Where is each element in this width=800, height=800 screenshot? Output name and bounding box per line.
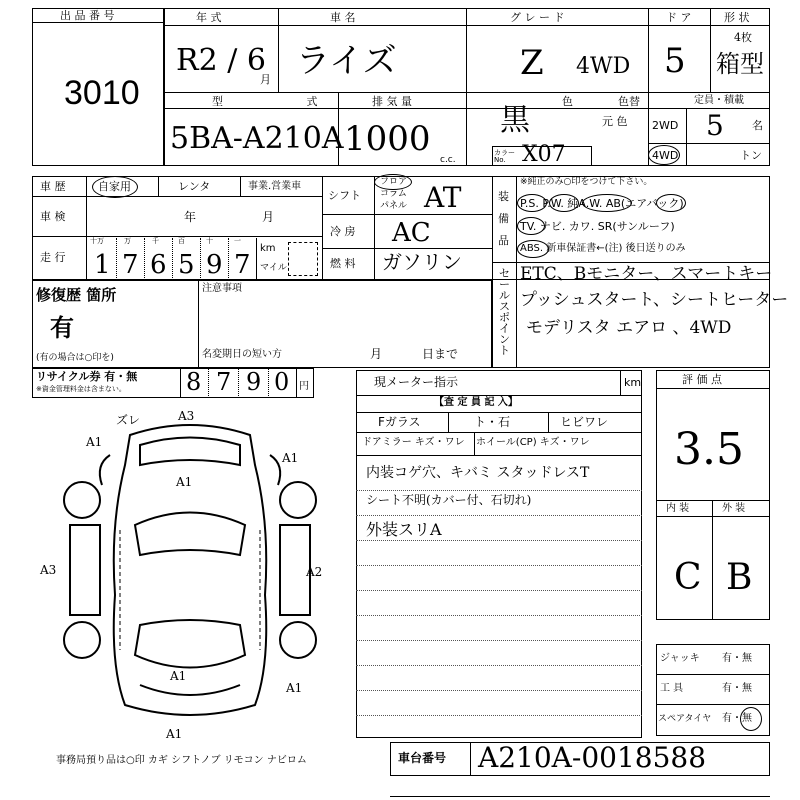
shift-floor-circle — [374, 174, 412, 190]
sales-line-1: ETC、Bモニター、スマートキー — [520, 264, 773, 284]
inspection-year: 年 — [184, 210, 197, 224]
doors-value: 5 — [664, 41, 686, 81]
sales-line-2: プッシュスタート、シートヒーター — [520, 290, 789, 310]
type-label: 型 式 — [212, 95, 358, 108]
mileage-digit-6: 7 — [234, 250, 251, 280]
grade-value: Z — [520, 43, 544, 83]
exterior-grade: B — [726, 557, 753, 598]
lot-number: 3010 — [64, 74, 140, 112]
cc-unit: c.c. — [440, 155, 456, 165]
interior-grade: C — [674, 557, 702, 598]
glass-crack: ヒビワレ — [560, 415, 609, 429]
displacement-label: 排 気 量 — [372, 95, 412, 108]
recycle-digit-4: 0 — [274, 368, 290, 396]
note-line-2: シート不明(カバー付、石切れ) — [366, 493, 532, 507]
history-label: 車 歴 — [40, 180, 66, 193]
equipment-label: 装 備 品 — [498, 190, 509, 247]
mark-front-left-a1: A1 — [86, 435, 103, 449]
fuel-label: 燃 料 — [330, 257, 356, 270]
color-no-value: X07 — [522, 142, 566, 167]
shape-label: 形 状 — [724, 11, 750, 24]
displacement-value: 1000 — [344, 119, 431, 159]
month-unit: 月 — [260, 73, 271, 86]
equipment-row-2: TV. ナビ. カワ. SR(サンルーフ) — [520, 220, 675, 233]
spare-none-circle — [740, 707, 762, 731]
doors-label: ド ア — [666, 11, 692, 24]
abs-circle — [517, 240, 549, 258]
jack-label: ジャッキ — [660, 653, 700, 664]
mileage-unit-1: 十万 — [90, 237, 104, 245]
interior-label: 内 装 — [666, 503, 690, 514]
mirror-damage: ドアミラー キズ・ワレ — [362, 437, 465, 448]
chassis-label: 車台番号 — [398, 751, 447, 765]
ab-circle — [656, 194, 686, 212]
ac-label: 冷 房 — [330, 225, 356, 238]
shift-label: シフト — [328, 189, 361, 202]
grade-label: グ レ ー ド — [510, 11, 565, 24]
mark-hood-a1: A1 — [176, 475, 193, 489]
mileage-unit-2: 万 — [124, 237, 131, 245]
chassis-value: A210A-0018588 — [478, 741, 707, 774]
original-color-label: 元 色 — [602, 115, 628, 128]
fuel-value: ガソリン — [382, 250, 462, 274]
capacity-value: 5 — [706, 109, 724, 142]
sales-label: セールスポイント — [499, 267, 510, 357]
shift-floor: フロア — [380, 177, 408, 187]
capacity-unit: 名 — [752, 119, 763, 132]
exterior-label: 外 装 — [722, 503, 746, 514]
private-circle — [92, 176, 138, 198]
notes-title: 【査 定 員 記 入】 — [434, 397, 518, 408]
shift-panel: パネル — [380, 201, 408, 211]
mark-top-a3: A3 — [178, 409, 195, 423]
mileage-digit-1: 1 — [94, 250, 111, 280]
capacity-label: 定員・積載 — [694, 95, 744, 106]
wheel-damage: ホイール(CP) キズ・ワレ — [476, 437, 590, 448]
mileage-digit-4: 5 — [178, 250, 195, 280]
recycle-digit-1: 8 — [186, 368, 202, 396]
color-label: 色 — [562, 95, 573, 108]
shift-column: コラム — [380, 189, 407, 199]
mileage-check-box — [288, 242, 318, 276]
meter-label: 現メーター指示 — [374, 375, 459, 389]
mileage-digit-5: 9 — [206, 250, 223, 280]
inspection-label: 車 検 — [40, 210, 66, 223]
expiry-label: 名変期日の短い方 — [202, 349, 282, 360]
mileage-label: 走 行 — [40, 251, 66, 264]
spare-value: 有・無 — [722, 713, 752, 724]
recycle-digit-3: 9 — [246, 368, 262, 396]
mark-bottom-a1: A1 — [166, 727, 183, 741]
mark-rear-right-a1: A1 — [286, 681, 303, 695]
tv-circle — [517, 217, 545, 235]
mark-front-right-a1: A1 — [282, 451, 299, 465]
caution-label: 注意事項 — [202, 283, 242, 294]
color-value: 黒 — [500, 103, 530, 138]
recycle-label: リサイクル券 有・無 — [36, 370, 138, 383]
tools-value: 有・無 — [722, 683, 752, 694]
meter-unit: km — [624, 376, 642, 389]
mileage-unit-3: 千 — [152, 237, 159, 245]
aw-circle — [582, 194, 632, 212]
repair-note: (有の場合は○印を) — [36, 353, 114, 363]
mark-left-a3: A3 — [40, 563, 57, 577]
equipment-note: ※純正のみ○印をつけて下さい。 — [520, 177, 653, 187]
note-line-1: 内装コゲ穴、キバミ スタッドレスT — [366, 465, 590, 481]
mileage-digit-3: 6 — [150, 250, 167, 280]
km-unit: km — [260, 243, 276, 254]
note-line-3: 外装スリA — [366, 520, 442, 539]
shape-note: 4枚 — [734, 31, 752, 44]
color-change-label: 色替 — [618, 95, 640, 108]
tools-label: 工 具 — [660, 683, 684, 694]
drive-4wd-circle — [648, 145, 680, 165]
mileage-digit-2: 7 — [122, 250, 139, 280]
mile-unit: マイル — [260, 263, 287, 273]
recycle-note: ※資金管理料金は含まない。 — [36, 385, 126, 393]
mark-zure: ズレ — [116, 413, 141, 427]
evaluation-score: 3.5 — [674, 424, 744, 475]
recycle-unit: 円 — [299, 381, 309, 392]
mileage-unit-4: 百 — [178, 237, 185, 245]
jack-value: 有・無 — [722, 653, 752, 664]
history-private: 自家用 — [98, 180, 131, 193]
ps-circle — [517, 194, 547, 212]
history-business: 事業.営業車 — [248, 181, 302, 192]
mark-trunk-a1: A1 — [170, 669, 187, 683]
equipment-row-1: P.S. P.W. 純A.W. AB(エアバック) — [520, 197, 684, 210]
shift-value: AT — [424, 181, 462, 214]
model-label: 車 名 — [330, 11, 356, 24]
ac-value: AC — [392, 218, 431, 248]
pw-circle — [549, 194, 579, 212]
sales-line-3: モデリスタ エアロ 、4WD — [526, 318, 732, 338]
mileage-unit-5: 十 — [206, 237, 213, 245]
history-rental: レンタ — [178, 180, 211, 193]
glass-label: Fガラス — [378, 415, 421, 429]
year-label: 年 式 — [196, 11, 222, 24]
equipment-row-3: ABS. 新車保証書←(注) 後日送りのみ — [520, 243, 686, 254]
type-value: 5BA-A210A — [170, 121, 344, 156]
year-value: R2 / 6 — [176, 43, 266, 78]
office-note: 事務局預り品は○印 カギ シフトノブ リモコン ナビロム — [56, 755, 307, 766]
evaluation-label: 評 価 点 — [682, 373, 722, 386]
model-value: ライズ — [296, 41, 397, 81]
glass-chip: ト・石 — [474, 415, 511, 429]
lot-label: 出 品 番 号 — [60, 9, 115, 22]
mileage-unit-6: 一 — [234, 237, 241, 245]
load-unit: トン — [740, 149, 762, 162]
drive-value: 4WD — [576, 54, 631, 79]
recycle-digit-2: 7 — [216, 368, 232, 396]
spare-label: スペアタイヤ — [658, 714, 712, 724]
drive-2wd: 2WD — [652, 119, 679, 132]
expiry-day: 日まで — [422, 347, 459, 361]
expiry-month: 月 — [370, 347, 383, 361]
shape-value: 箱型 — [716, 50, 764, 78]
drive-4wd: 4WD — [652, 149, 679, 162]
color-no-label: カラー No. — [494, 149, 515, 164]
repair-label: 修復歴 箇所 — [36, 286, 117, 304]
inspection-month: 月 — [262, 210, 275, 224]
mark-right-a2: A2 — [306, 565, 323, 579]
repair-value: 有 — [50, 314, 74, 342]
